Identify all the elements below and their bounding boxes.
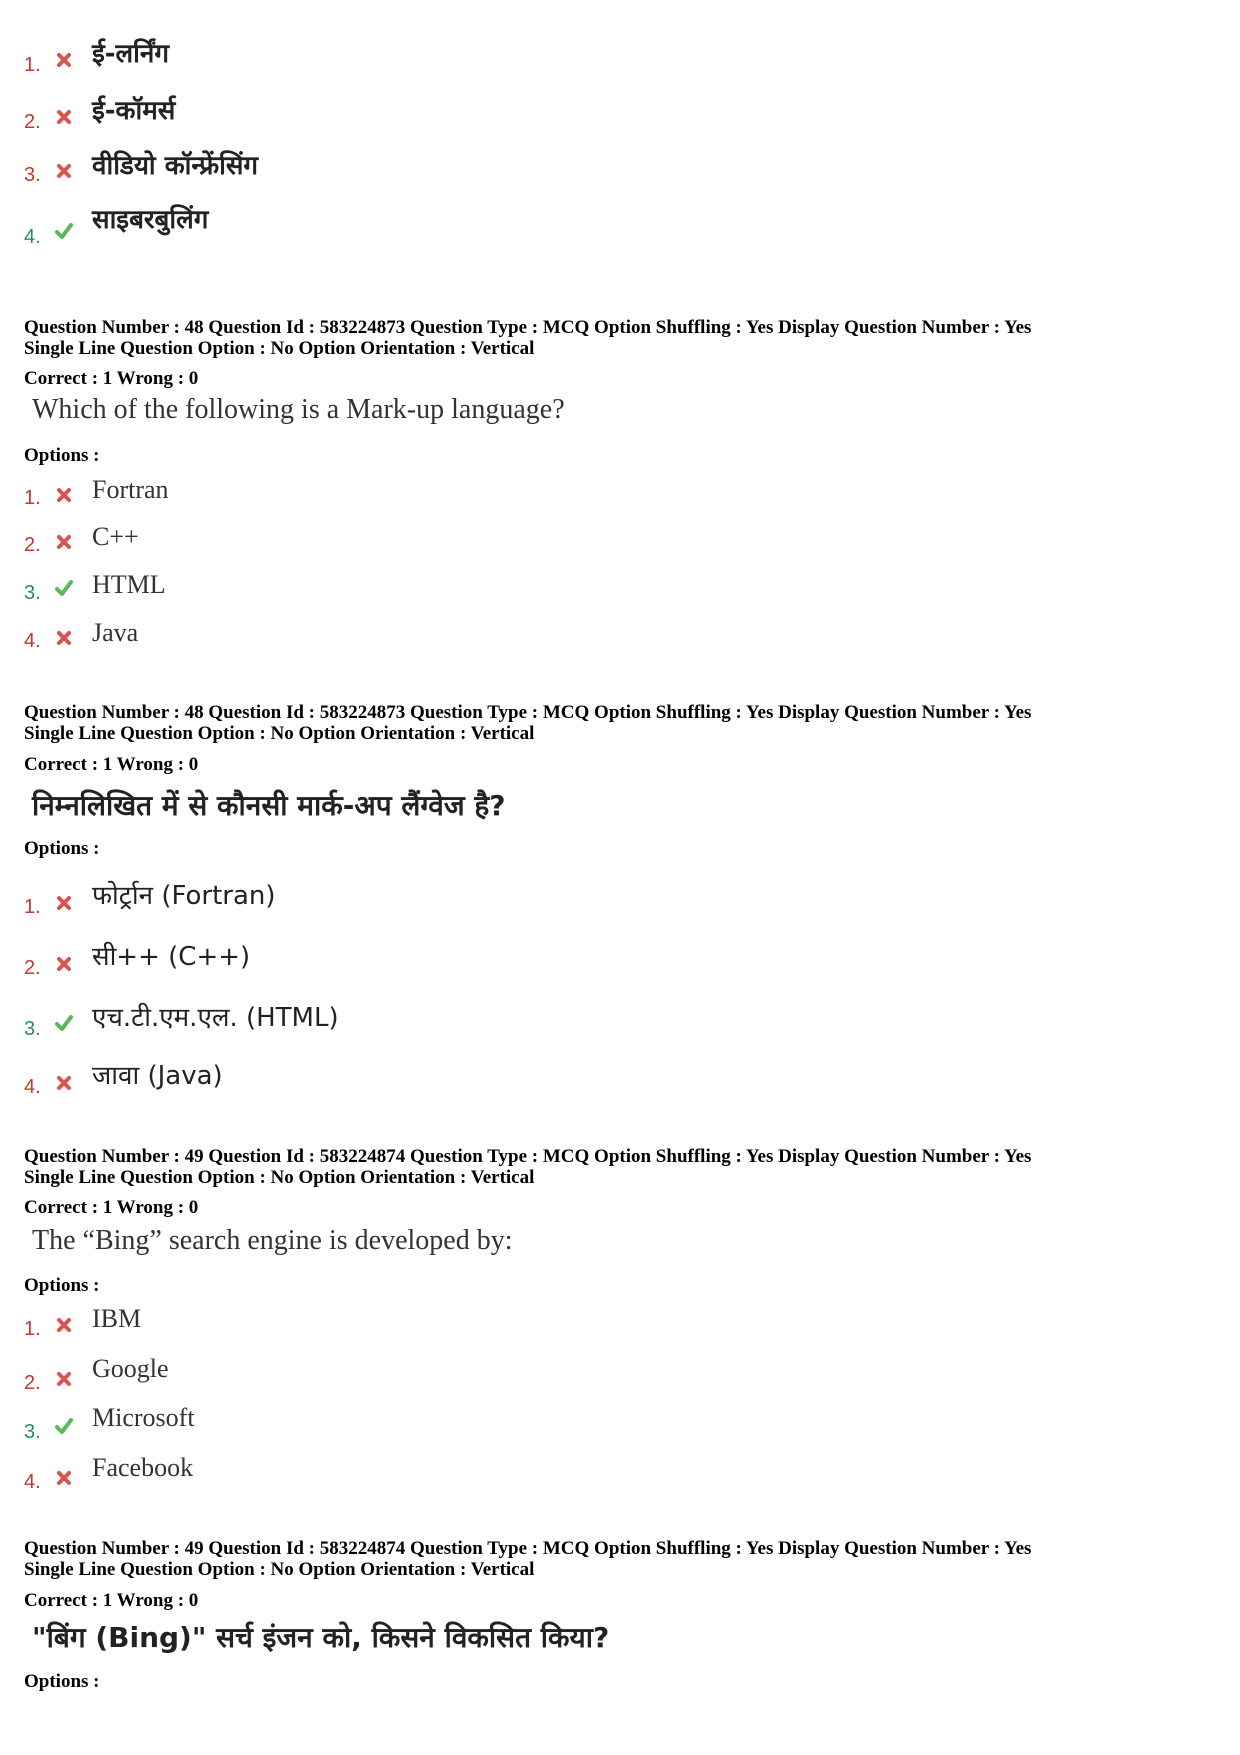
wrong-icon <box>54 1468 74 1488</box>
options-label: Options : <box>24 1671 100 1692</box>
option-text: Fortran <box>92 475 169 504</box>
option-text: वीडियो कॉन्फ्रेंसिंग <box>92 151 259 181</box>
option-text: C++ <box>92 522 139 551</box>
question-text: The “Bing” search engine is developed by: <box>32 1225 513 1256</box>
check-icon <box>54 221 74 241</box>
correct-wrong-score: Correct : 1 Wrong : 0 <box>24 1197 199 1218</box>
wrong-icon <box>54 893 74 913</box>
option-number: 4. <box>24 226 41 248</box>
question-meta-line: Single Line Question Option : No Option Orientation : Vertical <box>24 723 535 744</box>
wrong-icon <box>54 1315 74 1335</box>
option-text: फोर्ट्रान (Fortran) <box>92 881 276 911</box>
option-number: 4. <box>24 630 41 652</box>
question-meta-line: Question Number : 48 Question Id : 583224873 Question Type : MCQ Option Shuffling : Yes Display Question Number : Yes <box>24 702 1032 723</box>
question-text: निम्नलिखित में से कौनसी मार्क-अप लैंग्वेज है? <box>32 789 506 822</box>
option-text: Facebook <box>92 1453 194 1482</box>
option-number: 2. <box>24 957 41 979</box>
wrong-icon <box>54 628 74 648</box>
check-icon <box>54 1416 74 1436</box>
wrong-icon <box>54 161 74 181</box>
check-icon <box>54 578 74 598</box>
wrong-icon <box>54 107 74 127</box>
wrong-icon <box>54 50 74 70</box>
option-number: 1. <box>24 487 41 509</box>
option-number: 4. <box>24 1076 41 1098</box>
question-meta <box>24 317 1031 359</box>
question-meta <box>24 1146 1031 1188</box>
options-label: Options : <box>24 838 100 859</box>
option-text: साइबरबुलिंग <box>92 205 209 235</box>
option-number: 2. <box>24 534 41 556</box>
correct-wrong-score: Correct : 1 Wrong : 0 <box>24 754 199 775</box>
option-text: जावा (Java) <box>92 1061 223 1091</box>
option-number: 4. <box>24 1471 41 1493</box>
check-icon <box>54 1013 74 1033</box>
option-number: 3. <box>24 1421 41 1443</box>
options-label: Options : <box>24 445 100 466</box>
question-text: Which of the following is a Mark-up language? <box>32 394 565 425</box>
option-text: ई-लर्निंग <box>92 39 169 69</box>
option-number: 1. <box>24 54 41 76</box>
option-number: 2. <box>24 1372 41 1394</box>
question-meta-line: Question Number : 48 Question Id : 583224873 Question Type : MCQ Option Shuffling : Yes Display Question Number : Yes <box>24 317 1032 338</box>
option-text: Microsoft <box>92 1403 195 1432</box>
question-meta-line: Single Line Question Option : No Option Orientation : Vertical <box>24 338 535 359</box>
option-number: 3. <box>24 164 41 186</box>
question-meta <box>24 1538 1031 1580</box>
wrong-icon <box>54 1369 74 1389</box>
option-number: 3. <box>24 1018 41 1040</box>
option-number: 3. <box>24 582 41 604</box>
option-text: Google <box>92 1354 169 1383</box>
option-text: Java <box>92 618 139 647</box>
option-text: HTML <box>92 570 166 599</box>
wrong-icon <box>54 954 74 974</box>
wrong-icon <box>54 532 74 552</box>
option-text: एच.टी.एम.एल. (HTML) <box>92 1003 339 1033</box>
question-text: "बिंग (Bing)" सर्च इंजन को, किसने विकसित किया? <box>32 1621 610 1654</box>
wrong-icon <box>54 1073 74 1093</box>
option-number: 1. <box>24 896 41 918</box>
correct-wrong-score: Correct : 1 Wrong : 0 <box>24 1590 199 1611</box>
question-meta <box>24 702 1031 744</box>
question-meta-line: Single Line Question Option : No Option Orientation : Vertical <box>24 1167 535 1188</box>
option-text: सी++ (C++) <box>92 942 251 972</box>
question-meta-line: Question Number : 49 Question Id : 583224874 Question Type : MCQ Option Shuffling : Yes Display Question Number : Yes <box>24 1538 1032 1559</box>
option-number: 1. <box>24 1318 41 1340</box>
option-number: 2. <box>24 111 41 133</box>
options-label: Options : <box>24 1275 100 1296</box>
question-meta-line: Question Number : 49 Question Id : 583224874 Question Type : MCQ Option Shuffling : Yes Display Question Number : Yes <box>24 1146 1032 1167</box>
option-text: ई-कॉमर्स <box>92 96 176 126</box>
correct-wrong-score: Correct : 1 Wrong : 0 <box>24 368 199 389</box>
question-meta-line: Single Line Question Option : No Option Orientation : Vertical <box>24 1559 535 1580</box>
wrong-icon <box>54 485 74 505</box>
option-text: IBM <box>92 1304 142 1333</box>
